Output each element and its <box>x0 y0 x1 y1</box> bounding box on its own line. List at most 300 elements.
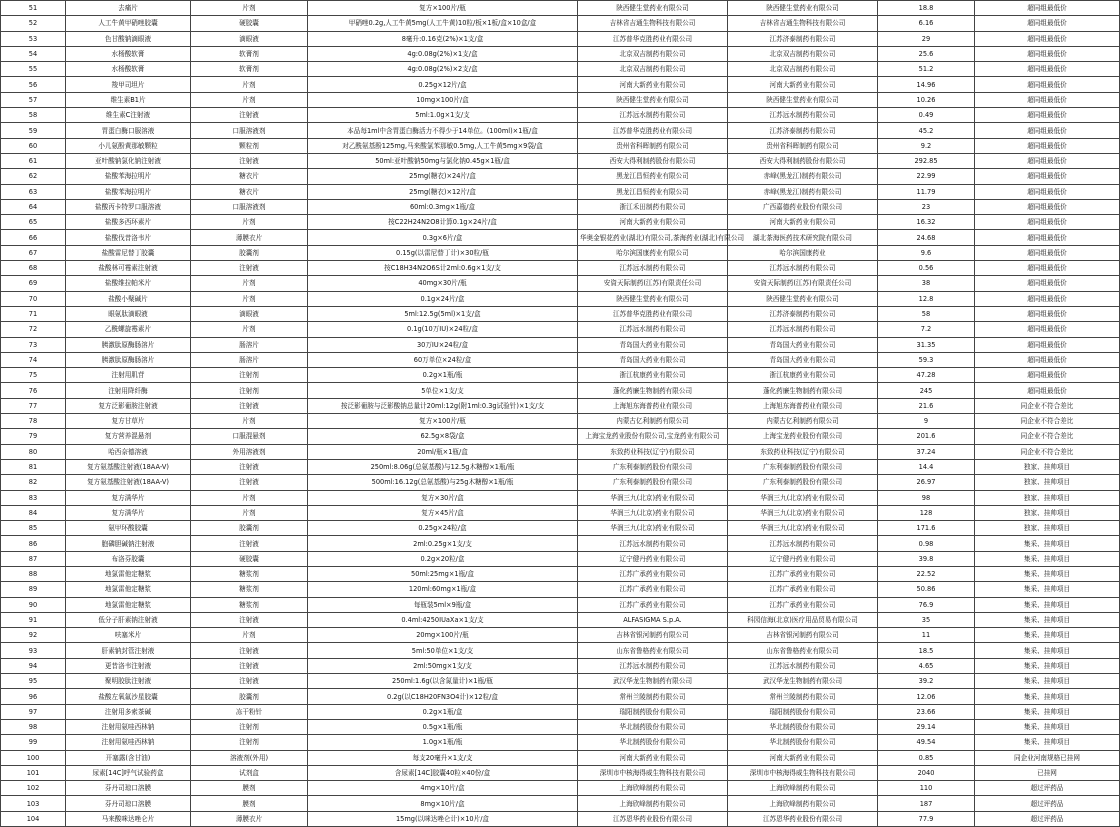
dosage-form-cell: 肠溶片 <box>191 337 308 352</box>
applicant-cell: 河南大新药业有限公司 <box>728 77 878 92</box>
remark-cell: 已挂网 <box>975 765 1120 780</box>
drug-name-cell: 芬丹司琼口溶膜 <box>66 781 191 796</box>
specification-cell: 60万单位×24粒/盒 <box>308 352 578 367</box>
drug-name-cell: 盐酸苯海拉明片 <box>66 169 191 184</box>
drug-name-cell: 乙酰螺旋霉素片 <box>66 322 191 337</box>
applicant-cell: 河南大新药业有限公司 <box>728 215 878 230</box>
dosage-form-cell: 试剂盒 <box>191 765 308 780</box>
specification-cell: 5ml:1.0g×1支/支 <box>308 108 578 123</box>
applicant-cell: 贵州省科晖制药有限公司 <box>728 138 878 153</box>
price-cell: 23.66 <box>878 704 975 719</box>
remark-cell: 独家、挂帅项目 <box>975 521 1120 536</box>
drug-name-cell: 注射用降纤酶 <box>66 383 191 398</box>
row-number-cell: 67 <box>1 245 66 260</box>
specification-cell: 每支20毫升×1支/支 <box>308 750 578 765</box>
applicant-cell: 广东利泰制药股份有限公司 <box>728 475 878 490</box>
row-number-cell: 104 <box>1 811 66 826</box>
manufacturer-cell: 内蒙古亿利制药有限公司 <box>578 414 728 429</box>
drug-name-cell: 盐酸左氧氟沙星胶囊 <box>66 689 191 704</box>
row-number-cell: 85 <box>1 521 66 536</box>
manufacturer-cell: 江苏远水制药有限公司 <box>578 322 728 337</box>
manufacturer-cell: 江苏广承药业有限公司 <box>578 566 728 581</box>
applicant-cell: 江苏广承药业有限公司 <box>728 582 878 597</box>
row-number-cell: 69 <box>1 276 66 291</box>
row-number-cell: 76 <box>1 383 66 398</box>
price-cell: 39.2 <box>878 674 975 689</box>
drug-name-cell: 呋塞米片 <box>66 628 191 643</box>
dosage-form-cell: 注射液 <box>191 108 308 123</box>
specification-cell: 250ml:1.6g(以含氮量计)×1瓶/瓶 <box>308 674 578 689</box>
row-number-cell: 88 <box>1 566 66 581</box>
drug-name-cell: 胰激肽原酶肠溶片 <box>66 352 191 367</box>
table-row <box>1 643 1120 658</box>
dosage-form-cell: 糖衣片 <box>191 184 308 199</box>
remark-cell: 超同组最低价 <box>975 123 1120 138</box>
remark-cell: 集采、挂帅项目 <box>975 674 1120 689</box>
table-row <box>1 689 1120 704</box>
row-number-cell: 74 <box>1 352 66 367</box>
drug-name-cell: 复方营养混悬剂 <box>66 429 191 444</box>
dosage-form-cell: 注射剂 <box>191 735 308 750</box>
applicant-cell: 江苏远水制药有限公司 <box>728 322 878 337</box>
specification-cell: 0.25g×24粒/盒 <box>308 521 578 536</box>
dosage-form-cell: 片剂 <box>191 291 308 306</box>
remark-cell: 集采、挂帅项目 <box>975 689 1120 704</box>
table-row <box>1 597 1120 612</box>
applicant-cell: 华润三九(北京)药业有限公司 <box>728 521 878 536</box>
applicant-cell: 江苏远水制药有限公司 <box>728 658 878 673</box>
remark-cell: 独家、挂帅项目 <box>975 490 1120 505</box>
row-number-cell: 79 <box>1 429 66 444</box>
price-cell: 4.65 <box>878 658 975 673</box>
table-row <box>1 612 1120 627</box>
row-number-cell: 77 <box>1 398 66 413</box>
specification-cell: 8毫升:0.16克(2%)×1支/盒 <box>308 31 578 46</box>
price-cell: 77.9 <box>878 811 975 826</box>
table-row <box>1 261 1120 276</box>
table-row <box>1 138 1120 153</box>
dosage-form-cell: 注射液 <box>191 536 308 551</box>
drug-name-cell: 亚叶酸钠氯化钠注射液 <box>66 153 191 168</box>
table-row <box>1 184 1120 199</box>
drug-name-cell: 人工牛黄甲硝唑胶囊 <box>66 16 191 31</box>
manufacturer-cell: 广东利泰制药股份有限公司 <box>578 475 728 490</box>
drug-name-cell: 马来酸咪达唑仑片 <box>66 811 191 826</box>
drug-name-cell: 尿素[14C]呼气试验药盒 <box>66 765 191 780</box>
drug-name-cell: 开塞露(含甘油) <box>66 750 191 765</box>
remark-cell: 集采、挂帅项目 <box>975 566 1120 581</box>
applicant-cell: 常州兰陵制药有限公司 <box>728 689 878 704</box>
price-cell: 11.79 <box>878 184 975 199</box>
manufacturer-cell: 河南大新药业有限公司 <box>578 750 728 765</box>
table-row <box>1 490 1120 505</box>
dosage-form-cell: 注射液 <box>191 459 308 474</box>
manufacturer-cell: 西安大得利制药股份有限公司 <box>578 153 728 168</box>
dosage-form-cell: 注射液 <box>191 475 308 490</box>
row-number-cell: 97 <box>1 704 66 719</box>
manufacturer-cell: 上海欣峰制药有限公司 <box>578 781 728 796</box>
drug-name-cell: 维生素B1片 <box>66 92 191 107</box>
manufacturer-cell: 江苏远水制药有限公司 <box>578 261 728 276</box>
dosage-form-cell: 口服溶液剂 <box>191 199 308 214</box>
drug-name-cell: 盐酸丙卡特罗口服溶液 <box>66 199 191 214</box>
row-number-cell: 84 <box>1 505 66 520</box>
remark-cell: 超过评药品 <box>975 796 1120 811</box>
remark-cell: 独家、挂帅项目 <box>975 459 1120 474</box>
applicant-cell: 北京双吉制药有限公司 <box>728 62 878 77</box>
price-cell: 18.5 <box>878 643 975 658</box>
specification-cell: 复方×30片/盒 <box>308 490 578 505</box>
remark-cell: 独家、挂帅项目 <box>975 505 1120 520</box>
row-number-cell: 99 <box>1 735 66 750</box>
row-number-cell: 71 <box>1 306 66 321</box>
specification-cell: 5ml:12.5g(5ml)×1支/盒 <box>308 306 578 321</box>
price-cell: 47.28 <box>878 368 975 383</box>
applicant-cell: 江苏济泰制药有限公司 <box>728 31 878 46</box>
price-cell: 110 <box>878 781 975 796</box>
remark-cell: 超同组最低价 <box>975 276 1120 291</box>
applicant-cell: 陕西健生堂药业有限公司 <box>728 1 878 16</box>
manufacturer-cell: 江苏恩华药业股份有限公司 <box>578 811 728 826</box>
drug-name-cell: 哈西奈德溶液 <box>66 444 191 459</box>
row-number-cell: 86 <box>1 536 66 551</box>
manufacturer-cell: 武汉华龙生物制药有限公司 <box>578 674 728 689</box>
manufacturer-cell: 江苏普华克胜药业有限公司 <box>578 123 728 138</box>
remark-cell: 超同组最低价 <box>975 245 1120 260</box>
applicant-cell: 江苏广承药业有限公司 <box>728 597 878 612</box>
applicant-cell: 赤峰(黑龙江)制药有限公司 <box>728 184 878 199</box>
price-cell: 50.86 <box>878 582 975 597</box>
manufacturer-cell: 广东利泰制药股份有限公司 <box>578 459 728 474</box>
row-number-cell: 78 <box>1 414 66 429</box>
drug-name-cell: 复方氨基酸注射液(18AA-V) <box>66 459 191 474</box>
row-number-cell: 58 <box>1 108 66 123</box>
manufacturer-cell: 华润三九(北京)药业有限公司 <box>578 521 728 536</box>
row-number-cell: 59 <box>1 123 66 138</box>
row-number-cell: 81 <box>1 459 66 474</box>
price-cell: 21.6 <box>878 398 975 413</box>
row-number-cell: 61 <box>1 153 66 168</box>
table-row <box>1 62 1120 77</box>
table-row <box>1 475 1120 490</box>
remark-cell: 独家、挂帅项目 <box>975 475 1120 490</box>
price-cell: 0.56 <box>878 261 975 276</box>
dosage-form-cell: 口服混悬剂 <box>191 429 308 444</box>
applicant-cell: 上海欣峰制药有限公司 <box>728 796 878 811</box>
price-cell: 12.8 <box>878 291 975 306</box>
price-cell: 37.24 <box>878 444 975 459</box>
specification-cell: 0.15g(以雷尼替丁计)×30粒/瓶 <box>308 245 578 260</box>
applicant-cell: 深圳市中核海得威生物科技有限公司 <box>728 765 878 780</box>
table-row <box>1 781 1120 796</box>
manufacturer-cell: 贵州省科晖制药有限公司 <box>578 138 728 153</box>
price-cell: 12.06 <box>878 689 975 704</box>
table-row <box>1 582 1120 597</box>
drug-name-cell: 地氯雷他定糖浆 <box>66 597 191 612</box>
applicant-cell: 广东利泰制药股份有限公司 <box>728 459 878 474</box>
price-cell: 11 <box>878 628 975 643</box>
dosage-form-cell: 肠溶片 <box>191 352 308 367</box>
dosage-form-cell: 注射液 <box>191 612 308 627</box>
drug-name-cell: 注射用多索茶碱 <box>66 704 191 719</box>
row-number-cell: 68 <box>1 261 66 276</box>
table-row <box>1 368 1120 383</box>
specification-cell: 500ml:16.12g(总氨基酸)与25g木糖醇×1瓶/瓶 <box>308 475 578 490</box>
manufacturer-cell: 华奥金银花药业(湖北)有限公司,茶海药业(湖北)有限公司 <box>578 230 728 245</box>
dosage-form-cell: 片剂 <box>191 490 308 505</box>
drug-name-cell: 羧甲司坦片 <box>66 77 191 92</box>
row-number-cell: 101 <box>1 765 66 780</box>
specification-cell: 0.3g×6片/盒 <box>308 230 578 245</box>
price-cell: 29.14 <box>878 719 975 734</box>
dosage-form-cell: 硬胶囊 <box>191 16 308 31</box>
price-cell: 201.6 <box>878 429 975 444</box>
specification-cell: 50ml:亚叶酸钠50mg与氯化钠0.45g×1瓶/盒 <box>308 153 578 168</box>
dosage-form-cell: 片剂 <box>191 414 308 429</box>
specification-cell: 30万IU×24粒/盒 <box>308 337 578 352</box>
specification-cell: 4mg×10片/盒 <box>308 781 578 796</box>
specification-cell: 按C18H34N2O6S计2ml:0.6g×1支/支 <box>308 261 578 276</box>
drug-name-cell: 复方满华片 <box>66 505 191 520</box>
specification-cell: 0.4ml:4250IUaXa×1支/支 <box>308 612 578 627</box>
dosage-form-cell: 片剂 <box>191 77 308 92</box>
dosage-form-cell: 薄膜衣片 <box>191 230 308 245</box>
row-number-cell: 89 <box>1 582 66 597</box>
table-row <box>1 566 1120 581</box>
price-cell: 39.8 <box>878 551 975 566</box>
dosage-form-cell: 硬胶囊 <box>191 551 308 566</box>
table-row <box>1 230 1120 245</box>
table-row <box>1 459 1120 474</box>
applicant-cell: 陕西健生堂药业有限公司 <box>728 92 878 107</box>
specification-cell: 复方×100片/瓶 <box>308 1 578 16</box>
dosage-form-cell: 膜剂 <box>191 796 308 811</box>
manufacturer-cell: 安資天际制药(江苏)有限责任公司 <box>578 276 728 291</box>
manufacturer-cell: 浙江杭康药业有限公司 <box>578 368 728 383</box>
drug-name-cell: 维生素C注射液 <box>66 108 191 123</box>
row-number-cell: 98 <box>1 719 66 734</box>
dosage-form-cell: 糖浆剂 <box>191 597 308 612</box>
manufacturer-cell: 吉林省银河制药有限公司 <box>578 628 728 643</box>
row-number-cell: 100 <box>1 750 66 765</box>
row-number-cell: 56 <box>1 77 66 92</box>
remark-cell: 超同组最低价 <box>975 291 1120 306</box>
dosage-form-cell: 糖浆剂 <box>191 582 308 597</box>
remark-cell: 集采、挂帅项目 <box>975 704 1120 719</box>
row-number-cell: 70 <box>1 291 66 306</box>
price-cell: 0.98 <box>878 536 975 551</box>
remark-cell: 超同组最低价 <box>975 230 1120 245</box>
specification-cell: 甲硝唑0.2g,人工牛黄5mg(人工牛黄)10粒/板×1板/盒×10盒/盒 <box>308 16 578 31</box>
table-row <box>1 704 1120 719</box>
specification-cell: 按C22H24N2O8计算0.1g×24片/盒 <box>308 215 578 230</box>
dosage-form-cell: 注射液 <box>191 153 308 168</box>
applicant-cell: 上海宝龙药业股份有限公司 <box>728 429 878 444</box>
dosage-form-cell: 注射剂 <box>191 368 308 383</box>
table-row <box>1 414 1120 429</box>
applicant-cell: 江苏远水制药有限公司 <box>728 261 878 276</box>
dosage-form-cell: 注射液 <box>191 674 308 689</box>
drug-name-cell: 盐酸多西环素片 <box>66 215 191 230</box>
drug-name-cell: 水杨酸软膏 <box>66 62 191 77</box>
dosage-form-cell: 片剂 <box>191 1 308 16</box>
specification-cell: 含尿素[14C]胶囊40粒×40份/盒 <box>308 765 578 780</box>
remark-cell: 超同组最低价 <box>975 383 1120 398</box>
applicant-cell: 上海旭东海普药业有限公司 <box>728 398 878 413</box>
table-row <box>1 398 1120 413</box>
dosage-form-cell: 外用溶液剂 <box>191 444 308 459</box>
remark-cell: 超同组最低价 <box>975 92 1120 107</box>
manufacturer-cell: 蓬化药廉生物制药有限公司 <box>578 383 728 398</box>
dosage-form-cell: 注射液 <box>191 643 308 658</box>
manufacturer-cell: 华润三九(北京)药业有限公司 <box>578 505 728 520</box>
drug-name-cell: 更昔洛韦注射液 <box>66 658 191 673</box>
manufacturer-cell: 陕西健生堂药业有限公司 <box>578 92 728 107</box>
manufacturer-cell: ALFASIGMA S.p.A. <box>578 612 728 627</box>
manufacturer-cell: 上海欣峰制药有限公司 <box>578 796 728 811</box>
dosage-form-cell: 胶囊剂 <box>191 521 308 536</box>
drug-name-cell: 小儿氨酚黄那敏颗粒 <box>66 138 191 153</box>
price-cell: 35 <box>878 612 975 627</box>
manufacturer-cell: 陕西健生堂药业有限公司 <box>578 1 728 16</box>
dosage-form-cell: 颗粒剂 <box>191 138 308 153</box>
manufacturer-cell: 黑龙江昌恒药业有限公司 <box>578 184 728 199</box>
specification-cell: 0.1g×24片/盒 <box>308 291 578 306</box>
manufacturer-cell: 河南大新药业有限公司 <box>578 215 728 230</box>
dosage-form-cell: 片剂 <box>191 215 308 230</box>
table-row <box>1 16 1120 31</box>
price-cell: 187 <box>878 796 975 811</box>
dosage-form-cell: 片剂 <box>191 628 308 643</box>
applicant-cell: 瑞阳制药股份有限公司 <box>728 704 878 719</box>
remark-cell: 集采、挂帅项目 <box>975 582 1120 597</box>
table-row <box>1 123 1120 138</box>
dosage-form-cell: 片剂 <box>191 276 308 291</box>
dosage-form-cell: 糖浆剂 <box>191 566 308 581</box>
applicant-cell: 江苏恩华药业股份有限公司 <box>728 811 878 826</box>
table-row <box>1 169 1120 184</box>
row-number-cell: 65 <box>1 215 66 230</box>
drug-name-cell: 盐酸林可霉素注射液 <box>66 261 191 276</box>
remark-cell: 超同组最低价 <box>975 1 1120 16</box>
table-row <box>1 765 1120 780</box>
specification-cell: 20ml/瓶×1瓶/盒 <box>308 444 578 459</box>
remark-cell: 超同组最低价 <box>975 322 1120 337</box>
price-cell: 171.6 <box>878 521 975 536</box>
table-row <box>1 245 1120 260</box>
price-cell: 38 <box>878 276 975 291</box>
remark-cell: 超同组最低价 <box>975 138 1120 153</box>
specification-cell: 25mg(糖衣)×12片/盒 <box>308 184 578 199</box>
dosage-form-cell: 胶囊剂 <box>191 245 308 260</box>
manufacturer-cell: 华北制药股份有限公司 <box>578 719 728 734</box>
applicant-cell: 浙江杭康药业有限公司 <box>728 368 878 383</box>
price-cell: 22.52 <box>878 566 975 581</box>
applicant-cell: 上海欣峰制药有限公司 <box>728 781 878 796</box>
dosage-form-cell: 滴眼液 <box>191 306 308 321</box>
specification-cell: 62.5g×8袋/盒 <box>308 429 578 444</box>
remark-cell: 超同组最低价 <box>975 337 1120 352</box>
specification-cell: 1.0g×1瓶/瓶 <box>308 735 578 750</box>
price-cell: 128 <box>878 505 975 520</box>
row-number-cell: 103 <box>1 796 66 811</box>
drug-name-cell: 眼氨肽滴眼液 <box>66 306 191 321</box>
row-number-cell: 72 <box>1 322 66 337</box>
row-number-cell: 102 <box>1 781 66 796</box>
manufacturer-cell: 常州兰陵制药有限公司 <box>578 689 728 704</box>
price-cell: 24.68 <box>878 230 975 245</box>
price-cell: 292.85 <box>878 153 975 168</box>
remark-cell: 超同组最低价 <box>975 368 1120 383</box>
table-row <box>1 291 1120 306</box>
applicant-cell: 吉林省银河制药有限公司 <box>728 628 878 643</box>
row-number-cell: 57 <box>1 92 66 107</box>
specification-cell: 250ml:8.06g(总氨基酸)与12.5g木糖醇×1瓶/瓶 <box>308 459 578 474</box>
specification-cell: 0.2g×20粒/盒 <box>308 551 578 566</box>
price-cell: 31.35 <box>878 337 975 352</box>
remark-cell: 超同组最低价 <box>975 108 1120 123</box>
remark-cell: 超同组最低价 <box>975 199 1120 214</box>
dosage-form-cell: 注射液 <box>191 658 308 673</box>
manufacturer-cell: 青岛国大药业有限公司 <box>578 352 728 367</box>
drug-name-cell: 注射用氨哇西林钠 <box>66 719 191 734</box>
remark-cell: 超同组最低价 <box>975 153 1120 168</box>
specification-cell: 每瓶装5ml×9瓶/盒 <box>308 597 578 612</box>
remark-cell: 集采、挂帅项目 <box>975 658 1120 673</box>
table-row <box>1 551 1120 566</box>
specification-cell: 20mg×100片/瓶 <box>308 628 578 643</box>
remark-cell: 超同组最低价 <box>975 215 1120 230</box>
price-cell: 26.97 <box>878 475 975 490</box>
remark-cell: 集采、挂帅项目 <box>975 551 1120 566</box>
specification-cell: 10mg×100片/盒 <box>308 92 578 107</box>
remark-cell: 集采、挂帅项目 <box>975 643 1120 658</box>
drug-name-cell: 复方氨基酸注射液(18AA-V) <box>66 475 191 490</box>
manufacturer-cell: 瑞阳制药股份有限公司 <box>578 704 728 719</box>
dosage-form-cell: 软膏剂 <box>191 46 308 61</box>
applicant-cell: 吉林省吉通生物科技有限公司 <box>728 16 878 31</box>
price-cell: 9 <box>878 414 975 429</box>
table-row <box>1 77 1120 92</box>
manufacturer-cell: 青岛国大药业有限公司 <box>578 337 728 352</box>
price-cell: 245 <box>878 383 975 398</box>
row-number-cell: 87 <box>1 551 66 566</box>
manufacturer-cell: 东致药业科技(辽宁)有限公司 <box>578 444 728 459</box>
row-number-cell: 94 <box>1 658 66 673</box>
specification-cell: 本品每1ml中含胃蛋白酶活力不得少于14单位。(100ml)×1瓶/盒 <box>308 123 578 138</box>
specification-cell: 8mg×10片/盒 <box>308 796 578 811</box>
drug-name-cell: 盐酸小檗碱片 <box>66 291 191 306</box>
price-cell: 16.32 <box>878 215 975 230</box>
specification-cell: 复方×45片/盒 <box>308 505 578 520</box>
remark-cell: 同企业河南规格已挂网 <box>975 750 1120 765</box>
remark-cell: 集采、挂帅项目 <box>975 735 1120 750</box>
dosage-form-cell: 胶囊剂 <box>191 689 308 704</box>
dosage-form-cell: 注射剂 <box>191 719 308 734</box>
specification-cell: 15mg(以咪达唑仑计)×10片/盒 <box>308 811 578 826</box>
applicant-cell: 江苏济泰制药有限公司 <box>728 123 878 138</box>
remark-cell: 超同组最低价 <box>975 31 1120 46</box>
manufacturer-cell: 华润三九(北京)药业有限公司 <box>578 490 728 505</box>
dosage-form-cell: 薄膜衣片 <box>191 811 308 826</box>
table-row <box>1 429 1120 444</box>
specification-cell: 120ml:60mg×1瓶/盒 <box>308 582 578 597</box>
manufacturer-cell: 江苏普华克胜药业有限公司 <box>578 31 728 46</box>
specification-cell: 0.1g(10万IU)×24粒/盒 <box>308 322 578 337</box>
remark-cell: 同企业不符合差比 <box>975 444 1120 459</box>
specification-cell: 对乙酰氨基酚125mg,马来酸氯苯那敏0.5mg,人工牛黄5mg×9袋/盒 <box>308 138 578 153</box>
price-cell: 23 <box>878 199 975 214</box>
